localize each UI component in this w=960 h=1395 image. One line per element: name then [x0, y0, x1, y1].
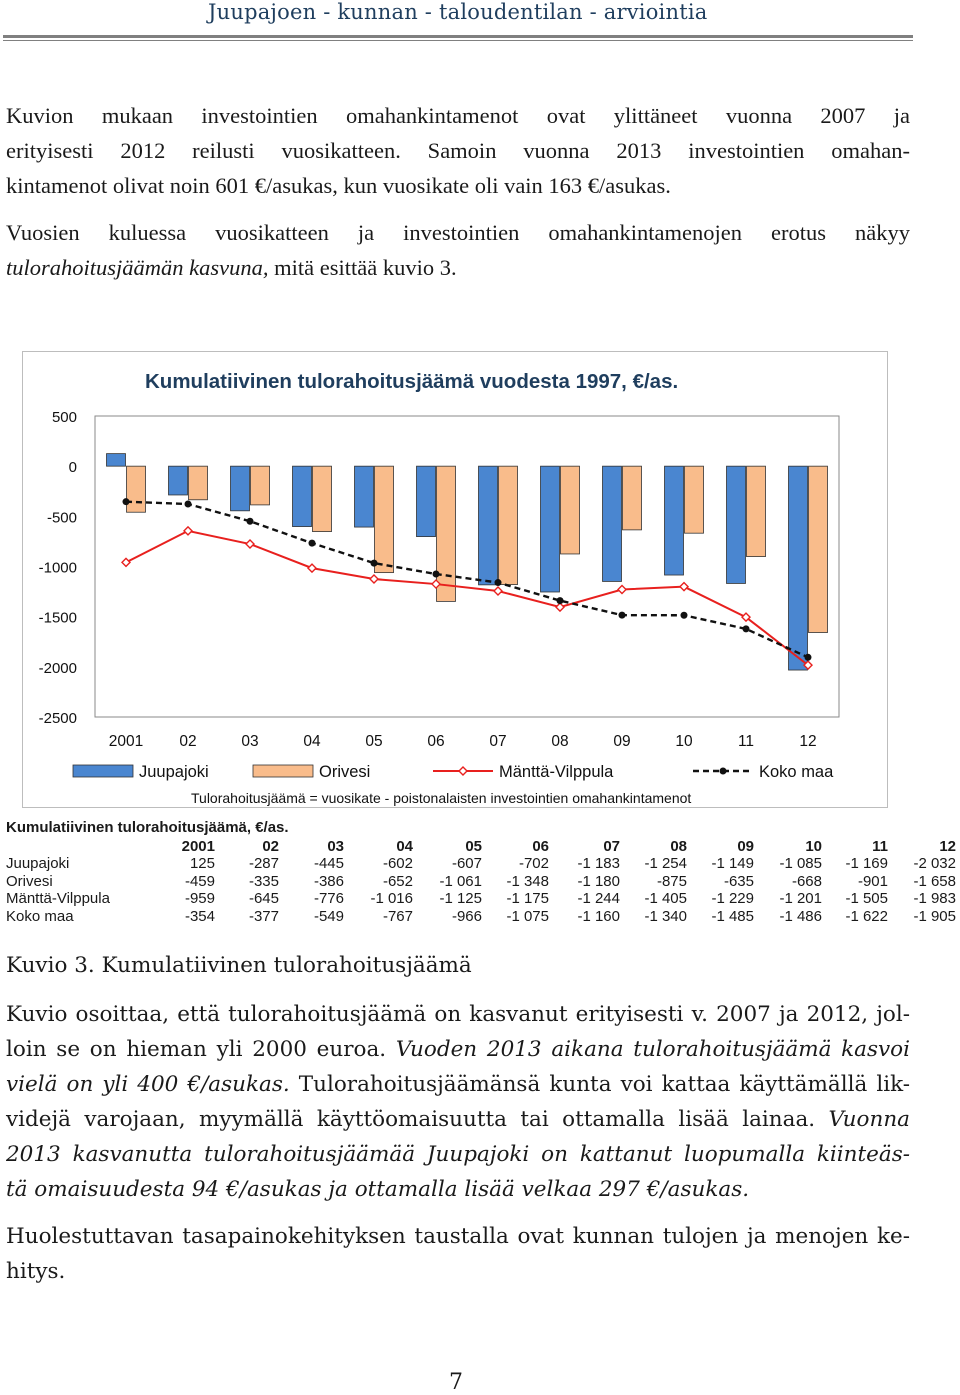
data-table-title: Kumulatiivinen tulorahoitusjäämä, €/as. — [6, 819, 289, 836]
bar-orivesi — [313, 466, 332, 531]
data-table-cell: -1 160 — [577, 907, 620, 925]
paragraph-3-line-4b: Vuonna — [828, 1107, 910, 1132]
data-table-row — [6, 855, 960, 872]
data-table-year: 08 — [670, 838, 687, 855]
data-table-year: 2001 — [181, 838, 215, 855]
data-table-cell: -1 658 — [913, 872, 956, 890]
chart-legend — [73, 763, 834, 781]
data-table-cell: -377 — [248, 907, 279, 925]
bar-orivesi — [437, 466, 456, 601]
data-table — [6, 818, 960, 928]
data-table-year: 04 — [396, 838, 413, 855]
paragraph-3-line-6-text: tä omaisuudesta 94 €/asukas ja ottamalla lisää velkaa 297 €/asukas. — [6, 1177, 750, 1202]
data-table-cell: -1 229 — [711, 890, 754, 907]
y-tick-label: -1000 — [38, 559, 77, 577]
bar-juupajoki — [665, 466, 684, 575]
data-table-year: 11 — [872, 838, 888, 855]
paragraph-3-line-2b: Vuoden 2013 aikana tulorahoitusjäämä kasvoi — [395, 1037, 910, 1062]
paragraph-3-line-2 — [6, 1032, 910, 1067]
data-table-cell: -335 — [248, 872, 279, 890]
point-koko-maa — [495, 579, 502, 586]
bar-orivesi — [685, 466, 704, 533]
bar-orivesi — [561, 466, 580, 554]
paragraph-3-line-3a: vielä on yli 400 €/asukas. — [6, 1072, 290, 1097]
legend-swatch — [73, 765, 133, 777]
paragraph-2-line-1: Vuosien kuluessa vuosikatteen ja investointien omahankintamenojen erotus näkyy — [6, 220, 910, 245]
data-table-cell: -1 169 — [845, 855, 888, 872]
data-table-cell: -602 — [382, 855, 413, 872]
data-table-cell: -966 — [451, 907, 482, 925]
data-table-cell: -1 244 — [577, 890, 620, 907]
y-tick-label: -2000 — [38, 659, 77, 677]
chart-title: Kumulatiivinen tulorahoitusjäämä vuodesta 1997, €/as. — [145, 370, 679, 393]
y-tick-label: 500 — [51, 409, 77, 426]
data-table-year: 12 — [939, 838, 956, 855]
paragraph-1-line-2: erityisesti 2012 reilusti vuosikatteen. Samoin vuonna 2013 investointien omahan- — [6, 138, 910, 163]
x-tick-label: 02 — [179, 733, 197, 750]
x-tick-label: 12 — [799, 733, 817, 750]
y-tick-label: -500 — [46, 509, 77, 527]
point-koko-maa — [557, 597, 564, 604]
data-table-cell: -1 485 — [711, 907, 754, 925]
paragraph-4-line-2: hitys. — [6, 1259, 66, 1284]
data-table-cell: -287 — [248, 855, 279, 872]
data-table-cell: -767 — [382, 907, 413, 925]
data-table-cell: -1 505 — [845, 890, 888, 907]
paragraph-1 — [6, 98, 910, 203]
paragraph-3-line-5 — [6, 1137, 910, 1172]
data-table-cell: -1 340 — [644, 907, 687, 925]
bar-orivesi — [189, 466, 208, 500]
point-koko-maa — [433, 571, 440, 578]
data-table-cell: -652 — [382, 872, 413, 890]
paragraph-3-line-6 — [6, 1172, 910, 1207]
bar-orivesi — [623, 466, 642, 530]
x-tick-label: 05 — [365, 733, 383, 750]
data-table-cell: -354 — [184, 907, 215, 925]
data-table-cell: 125 — [189, 855, 215, 872]
legend-label: Koko maa — [759, 763, 834, 781]
data-table-header-row — [6, 838, 960, 855]
point-koko-maa — [743, 625, 750, 632]
paragraph-3 — [6, 997, 910, 1207]
paragraph-1-line-1: Kuvion mukaan investointien omahankintamenot ovat ylittäneet vuonna 2007 ja — [6, 103, 910, 128]
data-table-cell: -1 180 — [577, 872, 620, 890]
paragraph-3-line-2a: loin se on hieman yli 2000 euroa. — [6, 1037, 396, 1062]
data-table-cell: -776 — [313, 890, 344, 907]
header-rule — [3, 35, 913, 41]
data-table-cell: -607 — [451, 855, 482, 872]
bar-juupajoki — [169, 466, 188, 495]
data-table-cell: -635 — [723, 872, 754, 890]
legend-marker — [459, 767, 467, 775]
paragraph-2-italic: tulorahoitusjäämän kasvuna, — [6, 255, 269, 280]
data-table-cell: -1 061 — [439, 872, 482, 890]
x-tick-label: 2001 — [108, 733, 144, 750]
bar-juupajoki — [107, 454, 126, 467]
paragraph-4-line-1: Huolestuttavan tasapainokehityksen taustalla ovat kunnan tulojen ja menojen ke- — [6, 1224, 910, 1249]
paragraph-3-line-3 — [6, 1067, 910, 1102]
paragraph-3-line-3b: Tulorahoitusjäämänsä kunta voi kattaa käyttämällä lik- — [289, 1072, 911, 1097]
data-table-cell: -2 032 — [913, 855, 956, 872]
data-table-row-label: Orivesi — [6, 872, 53, 890]
chart-footnote: Tulorahoitusjäämä = vuosikate - poistonalaisten investointien omahankintamenot — [191, 790, 692, 806]
bar-juupajoki — [541, 466, 560, 592]
point-koko-maa — [619, 612, 626, 619]
data-table-year: 10 — [805, 838, 822, 855]
paragraph-2-line-2 — [6, 250, 910, 285]
bar-orivesi — [251, 466, 270, 505]
data-table-cell: -445 — [313, 855, 344, 872]
bar-juupajoki — [603, 466, 622, 581]
data-table-cell: -1 149 — [711, 855, 754, 872]
data-table-row — [6, 890, 960, 907]
data-table-cell: -1 622 — [845, 907, 888, 925]
point-koko-maa — [805, 654, 812, 661]
data-table-year: 02 — [262, 838, 279, 855]
bar-orivesi — [499, 466, 518, 584]
bar-juupajoki — [355, 466, 374, 527]
bar-juupajoki — [293, 466, 312, 526]
data-table-row-label: Mänttä-Vilppula — [6, 890, 110, 907]
data-table-row-label: Juupajoki — [6, 855, 70, 872]
bar-orivesi — [127, 466, 146, 512]
data-table-row — [6, 908, 960, 925]
legend-label: Orivesi — [319, 763, 371, 781]
data-table-cell: -959 — [184, 890, 215, 907]
data-table-row — [6, 873, 960, 890]
data-table-cell: -1 125 — [439, 890, 482, 907]
paragraph-3-line-5-text: 2013 kasvanutta tulorahoitusjäämää Juupajoki on kattanut luopumalla kiinteäs- — [6, 1142, 910, 1167]
data-table-cell: -1 905 — [913, 907, 956, 925]
data-table-cell: -1 201 — [779, 890, 822, 907]
cumulative-chart — [23, 352, 887, 807]
y-tick-label: 0 — [68, 459, 77, 477]
paragraph-3-line-4 — [6, 1102, 910, 1137]
y-tick-label: -1500 — [38, 609, 77, 627]
paragraph-4 — [6, 1219, 910, 1289]
point-koko-maa — [123, 498, 130, 505]
data-table-cell: -901 — [857, 872, 888, 890]
paragraph-3-line-1: Kuvio osoittaa, että tulorahoitusjäämä on kasvanut erityisesti v. 2007 ja 2012, jol- — [6, 1002, 910, 1027]
data-table-cell: -1 075 — [506, 907, 549, 925]
page-header — [0, 0, 960, 44]
x-tick-label: 07 — [489, 733, 507, 750]
data-table-cell: -386 — [313, 872, 344, 890]
page-number: 7 — [449, 1370, 463, 1395]
bar-orivesi — [809, 466, 828, 632]
x-tick-label: 09 — [613, 733, 631, 750]
data-table-cell: -1 254 — [644, 855, 687, 872]
data-table-cell: -1 016 — [370, 890, 413, 907]
x-tick-label: 04 — [303, 733, 321, 750]
chart-figure — [22, 351, 888, 808]
legend-marker — [720, 768, 727, 775]
data-table-year: 05 — [465, 838, 482, 855]
bar-juupajoki — [479, 466, 498, 585]
y-tick-label: -2500 — [38, 710, 77, 727]
paragraph-3-line-4a: videjä varojaan, myymällä käyttöomaisuutta tai ottamalla lisää lainaa. — [6, 1107, 829, 1132]
paragraph-1-line-3: kintamenot olivat noin 601 €/asukas, kun vuosikate oli vain 163 €/asukas. — [6, 173, 671, 198]
data-table-year: 03 — [327, 838, 344, 855]
bar-orivesi — [375, 466, 394, 572]
data-table-cell: -1 085 — [779, 855, 822, 872]
data-table-year: 06 — [532, 838, 549, 855]
point-koko-maa — [309, 540, 316, 547]
x-tick-label: 11 — [737, 733, 755, 750]
point-koko-maa — [247, 518, 254, 525]
point-koko-maa — [681, 612, 688, 619]
paragraph-2 — [6, 215, 910, 285]
bar-juupajoki — [789, 466, 808, 670]
data-table-cell: -1 183 — [577, 855, 620, 872]
legend-label: Juupajoki — [139, 763, 209, 781]
bar-juupajoki — [231, 466, 250, 511]
data-table-cell: -1 486 — [779, 907, 822, 925]
data-table-cell: -668 — [791, 872, 822, 890]
data-table-cell: -645 — [248, 890, 279, 907]
bar-juupajoki — [727, 466, 746, 583]
paragraph-2-rest: mitä esittää kuvio 3. — [268, 255, 457, 280]
data-table-cell: -1 405 — [644, 890, 687, 907]
data-table-cell: -1 983 — [913, 890, 956, 907]
header-title: Juupajoen - kunnan - taloudentilan - arviointia — [208, 0, 708, 24]
data-table-year: 07 — [603, 838, 620, 855]
data-table-cell: -1 175 — [506, 890, 549, 907]
point-koko-maa — [371, 560, 378, 567]
data-table-cell: -875 — [656, 872, 687, 890]
data-table-cell: -459 — [184, 872, 215, 890]
x-tick-label: 03 — [241, 733, 259, 750]
x-tick-label: 10 — [675, 733, 693, 750]
data-table-cell: -549 — [313, 907, 344, 925]
x-tick-label: 06 — [427, 733, 445, 750]
data-table-cell: -1 348 — [506, 872, 549, 890]
data-table-cell: -702 — [518, 855, 549, 872]
legend-swatch — [253, 765, 313, 777]
legend-label: Mänttä-Vilppula — [499, 763, 614, 781]
figure-caption: Kuvio 3. Kumulatiivinen tulorahoitusjäämä — [6, 953, 472, 978]
data-table-row-label: Koko maa — [6, 907, 74, 925]
data-table-year: 09 — [737, 838, 754, 855]
point-koko-maa — [185, 500, 192, 507]
bar-juupajoki — [417, 466, 436, 536]
x-tick-label: 08 — [551, 733, 569, 750]
bar-orivesi — [747, 466, 766, 556]
